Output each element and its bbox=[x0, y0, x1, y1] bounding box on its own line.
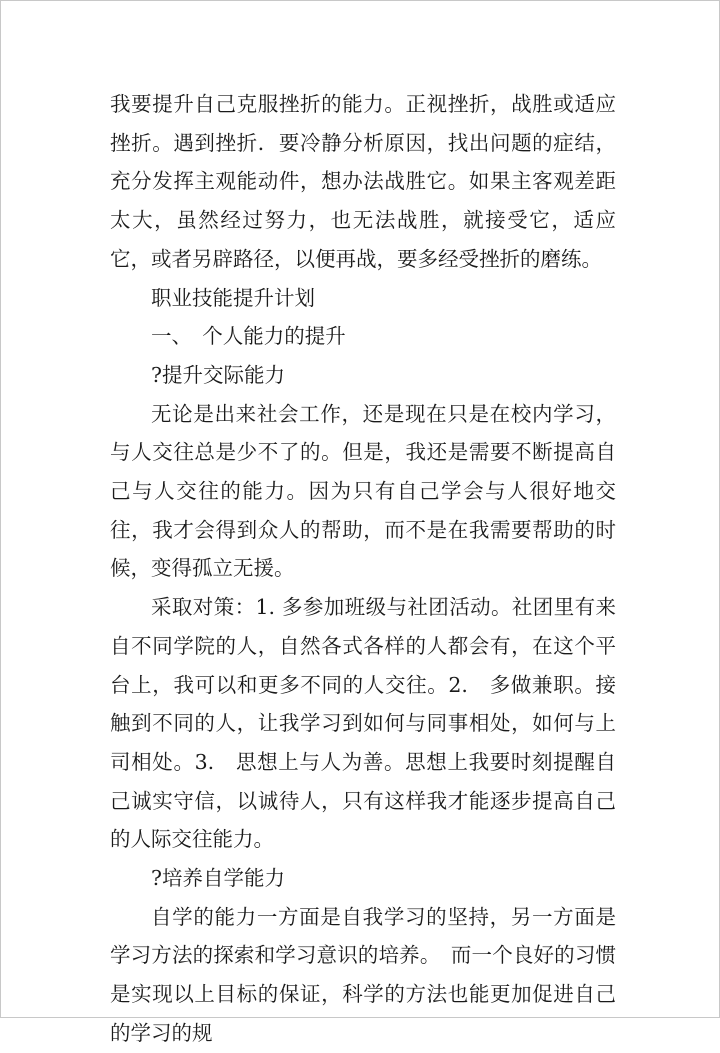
paragraph-overcome-setbacks: 我要提升自己克服挫折的能力。正视挫折，战胜或适应挫折。遇到挫折．要冷静分析原因，找出问题的症结，充分发挥主观能动件，想办法战胜它。如果主客观差距太大，虽然经过努力，也无法战胜，就接受它，适应它，或者另辟路径，以便再战，要多经受挫折的磨练。 bbox=[110, 92, 616, 271]
subheading-self-study: ?培养自学能力 bbox=[151, 866, 285, 891]
section-heading-personal-ability: 一、 个人能力的提升 bbox=[151, 324, 346, 349]
section-title-skill-plan: 职业技能提升计划 bbox=[151, 285, 315, 310]
subheading-communication: ?提升交际能力 bbox=[151, 362, 285, 387]
paragraph-communication: 无论是出来社会工作，还是现在只是在校内学习，与人交往总是少不了的。但是，我还是需要不断提高自己与人交往的能力。因为只有自己学会与人很好地交往，我才会得到众人的帮助，而不是在我需要帮助的时候，变得孤立无援。 bbox=[110, 401, 616, 581]
document-body bbox=[110, 85, 616, 1053]
paragraph-self-study: 自学的能力一方面是自我学习的坚持，另一方面是学习方法的探索和学习意识的培养。 而一个良好的习惯是实现以上目标的保证，科学的方法也能更加促进自己的学习的规 bbox=[110, 904, 616, 1045]
paragraph-measures: 采取对策：1. 多参加班级与社团活动。社团里有来自不同学院的人，自然各式各样的人都会有，在这个平台上，我可以和更多不同的人交往。2. 多做兼职。接触到不同的人，让我学习到如何与同事相处，如何与上司相处。3. 思想上与人为善。思想上我要时刻提醒自己诚实守信，以诚待人，只有这样我才能逐步提高自己的人际交往能力。 bbox=[110, 595, 616, 852]
